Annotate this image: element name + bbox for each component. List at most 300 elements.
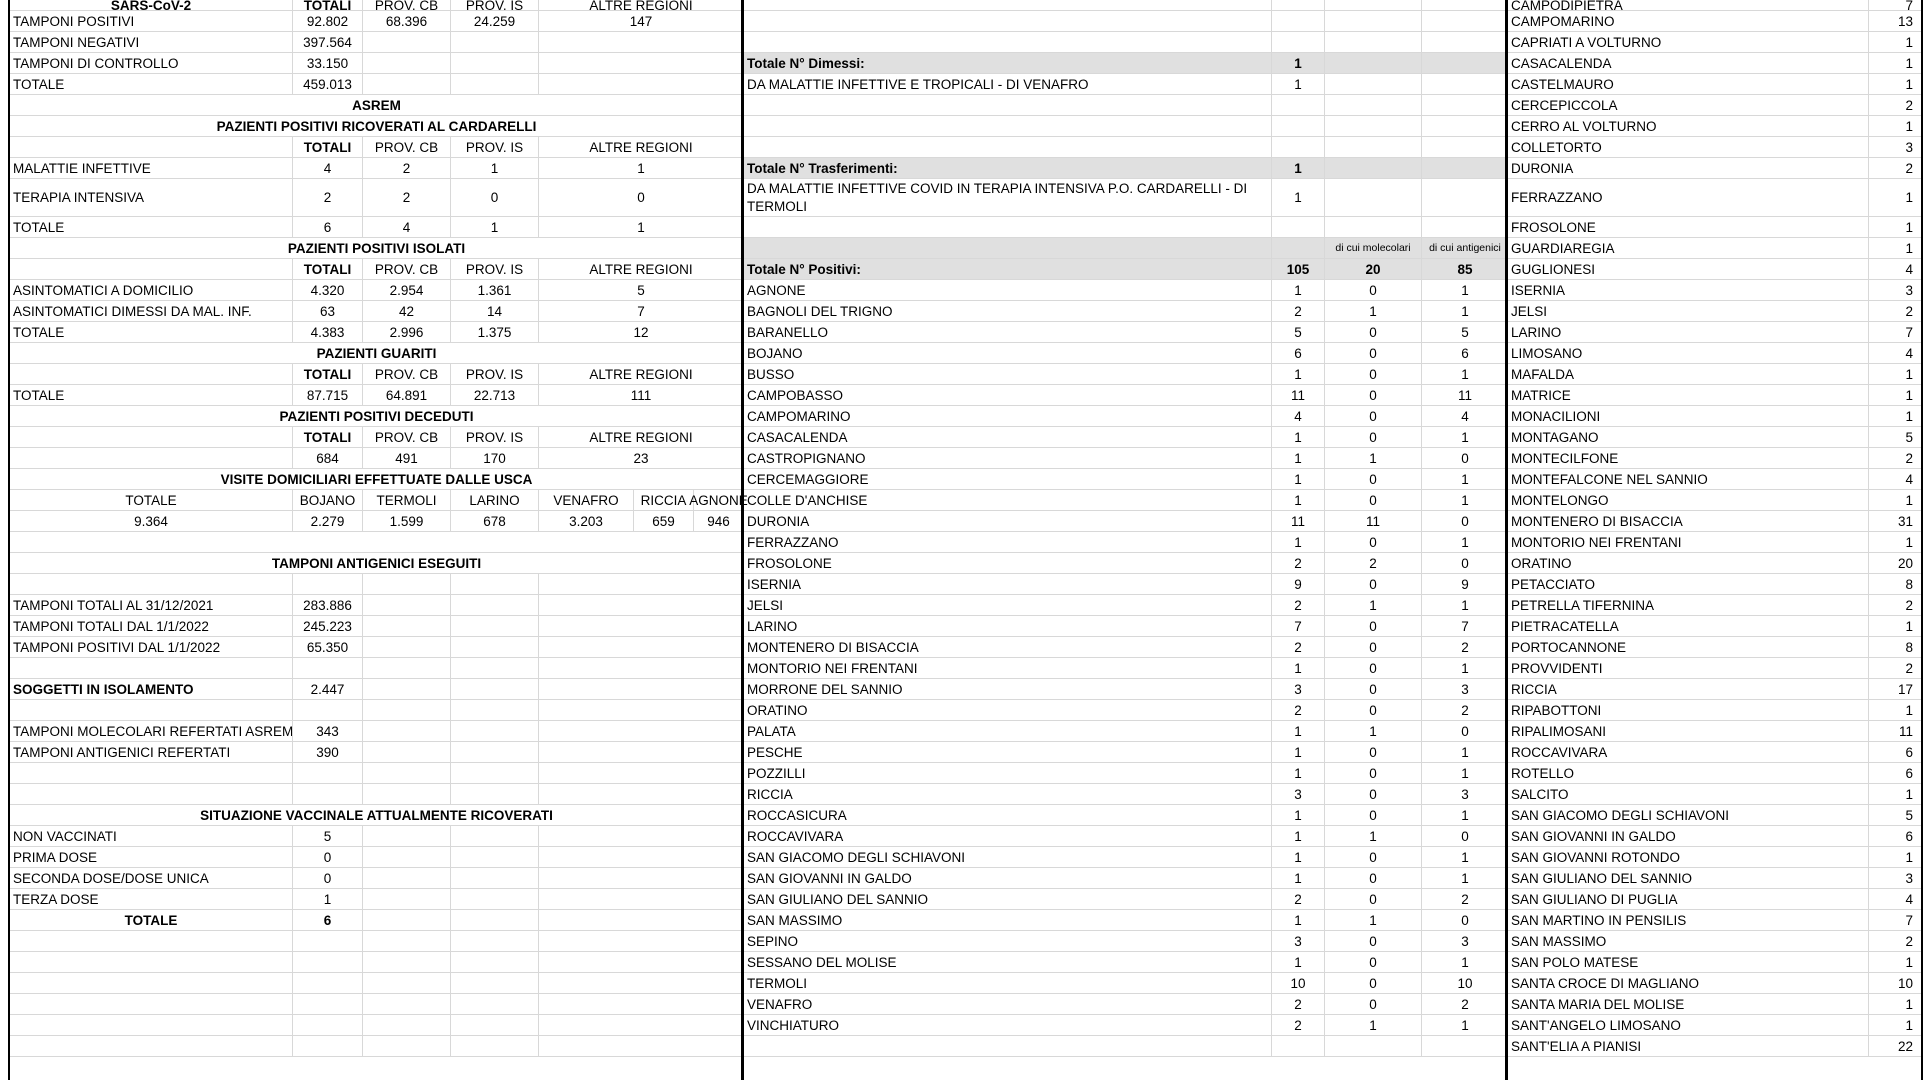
table-cell: 8 xyxy=(1868,574,1921,594)
table-cell xyxy=(450,700,538,720)
table-cell: 1 xyxy=(538,158,743,178)
table-cell: COLLE D'ANCHISE xyxy=(747,492,868,508)
table-cell: BAGNOLI DEL TRIGNO xyxy=(747,303,893,319)
left-table-row xyxy=(10,994,743,1015)
table-cell: 3 xyxy=(1271,679,1324,699)
table-cell xyxy=(362,53,450,73)
table-cell: TERAPIA INTENSIVA xyxy=(13,190,145,205)
table-cell: 1 xyxy=(1271,658,1324,678)
left-table-row xyxy=(10,32,743,53)
table-cell: ALTRE REGIONI xyxy=(538,427,743,447)
table-cell xyxy=(538,595,743,615)
table-cell: DA MALATTIE INFETTIVE COVID IN TERAPIA INTENSIVA P.O. CARDARELLI - DI TERMOLI xyxy=(747,180,1248,214)
table-cell: 9 xyxy=(1271,574,1324,594)
table-cell: 3 xyxy=(1421,931,1508,951)
left-table-row xyxy=(10,116,743,137)
table-cell: 31 xyxy=(1868,511,1921,531)
table-cell xyxy=(538,889,743,909)
mid-table-row xyxy=(744,32,1508,53)
right-table-row xyxy=(1508,532,1921,553)
table-cell xyxy=(450,742,538,762)
table-cell xyxy=(538,931,743,951)
table-cell xyxy=(1324,0,1421,10)
table-cell xyxy=(10,1015,292,1035)
table-cell: 0 xyxy=(1324,343,1421,363)
right-table-row xyxy=(1508,637,1921,658)
mid-table-row xyxy=(744,994,1508,1015)
table-cell: 5 xyxy=(1868,805,1921,825)
right-table-row xyxy=(1508,595,1921,616)
table-cell: 0 xyxy=(1324,742,1421,762)
table-cell: 1 xyxy=(1421,532,1508,552)
table-cell: 22.713 xyxy=(450,385,538,405)
mid-table-row xyxy=(744,742,1508,763)
right-table-row xyxy=(1508,427,1921,448)
right-table-row xyxy=(1508,179,1921,217)
table-cell: PORTOCANNONE xyxy=(1511,639,1627,655)
table-cell: 0 xyxy=(1324,469,1421,489)
table-cell xyxy=(1271,0,1324,10)
table-cell: 0 xyxy=(1421,721,1508,741)
table-cell: 5 xyxy=(1271,322,1324,342)
table-cell xyxy=(1271,32,1324,52)
table-cell xyxy=(1271,95,1324,115)
table-cell: 10 xyxy=(1421,973,1508,993)
table-cell xyxy=(1421,137,1508,157)
table-cell: 2 xyxy=(292,179,362,216)
mid-table-row xyxy=(744,532,1508,553)
mid-table-row xyxy=(744,11,1508,32)
table-cell: CERCEMAGGIORE xyxy=(747,471,869,487)
table-cell: 0 xyxy=(1324,637,1421,657)
left-table-row xyxy=(10,763,743,784)
table-cell: 1 xyxy=(1868,847,1921,867)
table-cell: 1 xyxy=(1324,1015,1421,1035)
mid-table-row xyxy=(744,490,1508,511)
table-cell xyxy=(538,742,743,762)
table-cell xyxy=(538,700,743,720)
table-cell: 1 xyxy=(1271,805,1324,825)
table-cell xyxy=(450,847,538,867)
table-cell: 2 xyxy=(1868,301,1921,321)
table-cell: SAN GIULIANO DEL SANNIO xyxy=(1511,870,1693,886)
table-cell: Totale N° Trasferimenti: xyxy=(747,160,898,176)
table-cell: 2 xyxy=(1868,931,1921,951)
table-cell: 6 xyxy=(292,910,362,930)
table-cell: PROV. IS xyxy=(450,0,538,10)
mid-table-row xyxy=(744,658,1508,679)
table-cell xyxy=(744,217,1271,237)
table-cell: 5 xyxy=(1868,427,1921,447)
table-cell xyxy=(450,53,538,73)
mid-table-row xyxy=(744,385,1508,406)
table-cell: ALTRE REGIONI xyxy=(538,0,743,10)
table-cell: 3 xyxy=(1868,280,1921,300)
table-cell xyxy=(450,1015,538,1035)
left-table-row xyxy=(10,721,743,742)
table-cell xyxy=(1421,1036,1508,1056)
table-cell: 0 xyxy=(1324,952,1421,972)
table-cell xyxy=(362,763,450,783)
table-cell: 1 xyxy=(1271,952,1324,972)
table-cell: RICCIA xyxy=(1511,681,1557,697)
middle-positives-by-municipality-table xyxy=(741,0,1508,1080)
table-cell: TERZA DOSE xyxy=(13,891,99,907)
table-cell: 20 xyxy=(1868,553,1921,573)
table-cell: 2 xyxy=(1271,301,1324,321)
left-table-row xyxy=(10,158,743,179)
table-cell: 3 xyxy=(1421,784,1508,804)
table-cell xyxy=(362,721,450,741)
table-cell: LARINO xyxy=(450,490,538,510)
table-cell: PROV. CB xyxy=(362,259,450,279)
table-cell: PROV. IS xyxy=(450,259,538,279)
table-cell xyxy=(1324,74,1421,94)
table-cell: PROV. IS xyxy=(450,364,538,384)
left-table-row xyxy=(10,280,743,301)
table-cell: 2 xyxy=(1868,658,1921,678)
table-cell: GUGLIONESI xyxy=(1511,261,1596,277)
table-cell: 1 xyxy=(1868,74,1921,94)
left-table-row xyxy=(10,53,743,74)
left-table-row xyxy=(10,74,743,95)
table-cell: MONTAGANO xyxy=(1511,429,1599,445)
table-cell: FROSOLONE xyxy=(747,555,832,571)
left-table-row xyxy=(10,973,743,994)
right-table-row xyxy=(1508,763,1921,784)
mid-table-row xyxy=(744,158,1508,179)
mid-table-row xyxy=(744,574,1508,595)
left-table-row xyxy=(10,406,743,427)
table-cell xyxy=(450,973,538,993)
mid-table-row xyxy=(744,137,1508,158)
table-cell: 0 xyxy=(1421,553,1508,573)
table-cell: SANT'ELIA A PIANISI xyxy=(1511,1038,1642,1054)
right-table-row xyxy=(1508,1036,1921,1057)
table-cell: JELSI xyxy=(747,597,784,613)
left-table-row xyxy=(10,826,743,847)
table-cell: 1 xyxy=(1868,32,1921,52)
table-cell: TAMPONI TOTALI DAL 1/1/2022 xyxy=(13,618,209,634)
table-cell: 0 xyxy=(1324,763,1421,783)
table-cell: MONTEFALCONE NEL SANNIO xyxy=(1511,471,1708,487)
table-cell: 7 xyxy=(1868,910,1921,930)
right-table-row xyxy=(1508,511,1921,532)
table-cell: 1 xyxy=(1868,116,1921,136)
table-cell: 1 xyxy=(1324,826,1421,846)
table-cell xyxy=(292,574,362,594)
table-cell: 1 xyxy=(1868,784,1921,804)
table-cell: 2 xyxy=(1868,158,1921,178)
table-cell xyxy=(362,889,450,909)
left-table-row xyxy=(10,931,743,952)
table-cell: MONTELONGO xyxy=(1511,492,1609,508)
table-cell xyxy=(362,1015,450,1035)
table-cell xyxy=(538,952,743,972)
table-cell xyxy=(1421,53,1508,73)
table-cell xyxy=(1421,179,1508,216)
table-cell: 1 xyxy=(1271,763,1324,783)
table-cell xyxy=(10,994,292,1014)
table-cell xyxy=(362,994,450,1014)
table-cell xyxy=(538,616,743,636)
table-cell: 0 xyxy=(1324,574,1421,594)
table-cell: 1 xyxy=(1271,742,1324,762)
mid-table-row xyxy=(744,364,1508,385)
left-table-row xyxy=(10,11,743,32)
table-cell: CASTELMAURO xyxy=(1511,76,1614,92)
table-cell: SECONDA DOSE/DOSE UNICA xyxy=(13,870,209,886)
table-cell: 0 xyxy=(1324,616,1421,636)
table-cell: MALATTIE INFETTIVE xyxy=(13,160,151,176)
table-cell: 87.715 xyxy=(292,385,362,405)
table-cell xyxy=(1421,217,1508,237)
left-table-row xyxy=(10,448,743,469)
table-cell xyxy=(744,238,1271,258)
table-cell: 11 xyxy=(1271,511,1324,531)
right-table-row xyxy=(1508,259,1921,280)
table-cell: PROV. CB xyxy=(362,137,450,157)
table-cell xyxy=(362,700,450,720)
left-table-row xyxy=(10,238,743,259)
mid-table-row xyxy=(744,1015,1508,1036)
table-cell: 245.223 xyxy=(292,616,362,636)
table-cell xyxy=(450,763,538,783)
table-cell: 1 xyxy=(1868,994,1921,1014)
table-cell: PRIMA DOSE xyxy=(13,849,98,865)
table-cell: 0 xyxy=(1324,805,1421,825)
left-table-row xyxy=(10,179,743,217)
mid-table-row xyxy=(744,322,1508,343)
right-table-row xyxy=(1508,847,1921,868)
table-cell: 0 xyxy=(450,179,538,216)
table-cell xyxy=(450,1036,538,1056)
table-cell xyxy=(362,1036,450,1056)
table-cell: ROCCASICURA xyxy=(747,807,847,823)
table-cell xyxy=(292,952,362,972)
table-cell: 64.891 xyxy=(362,385,450,405)
table-cell xyxy=(450,574,538,594)
table-cell xyxy=(1271,217,1324,237)
left-table-row xyxy=(10,742,743,763)
table-cell: RICCIA xyxy=(633,490,693,510)
table-cell xyxy=(450,595,538,615)
right-table-row xyxy=(1508,116,1921,137)
table-cell xyxy=(1324,217,1421,237)
table-cell: ROCCAVIVARA xyxy=(1511,744,1608,760)
table-cell: 2 xyxy=(1324,553,1421,573)
table-cell: 5 xyxy=(1421,322,1508,342)
table-cell: 0 xyxy=(1324,385,1421,405)
mid-table-row xyxy=(744,238,1508,259)
right-table-row xyxy=(1508,742,1921,763)
table-cell: 1 xyxy=(1271,490,1324,510)
table-cell: 3.203 xyxy=(538,511,633,531)
table-cell: 2.447 xyxy=(292,679,362,699)
table-cell: 1 xyxy=(1271,868,1324,888)
table-cell xyxy=(1324,32,1421,52)
table-cell: di cui antigenici xyxy=(1421,238,1508,258)
table-cell: 1 xyxy=(1271,847,1324,867)
table-cell: BUSSO xyxy=(747,366,795,382)
table-cell: 1 xyxy=(1421,469,1508,489)
table-cell: 0 xyxy=(1324,973,1421,993)
right-table-row xyxy=(1508,217,1921,238)
right-table-row xyxy=(1508,385,1921,406)
table-cell: 1 xyxy=(1271,469,1324,489)
table-cell: 2 xyxy=(1868,95,1921,115)
right-table-row xyxy=(1508,994,1921,1015)
right-table-row xyxy=(1508,448,1921,469)
table-cell xyxy=(450,679,538,699)
table-cell: RICCIA xyxy=(747,786,793,802)
table-cell xyxy=(362,826,450,846)
table-cell: TOTALE xyxy=(13,324,65,340)
table-cell xyxy=(1421,32,1508,52)
table-cell xyxy=(450,994,538,1014)
table-cell: SANTA CROCE DI MAGLIANO xyxy=(1511,975,1700,991)
table-cell: 0 xyxy=(1324,931,1421,951)
table-cell: Totale N° Positivi: xyxy=(747,261,861,277)
table-cell xyxy=(450,616,538,636)
mid-table-row xyxy=(744,700,1508,721)
table-cell xyxy=(538,973,743,993)
right-table-row xyxy=(1508,889,1921,910)
table-cell xyxy=(1271,1036,1324,1056)
table-cell: 11 xyxy=(1421,385,1508,405)
table-cell xyxy=(744,137,1271,157)
mid-table-row xyxy=(744,53,1508,74)
table-cell xyxy=(450,784,538,804)
table-cell: 6 xyxy=(1868,742,1921,762)
table-cell: 946 xyxy=(693,511,743,531)
table-cell xyxy=(1271,116,1324,136)
table-cell: SAN GIACOMO DEGLI SCHIAVONI xyxy=(1511,807,1730,823)
right-table-row xyxy=(1508,490,1921,511)
table-cell: CASACALENDA xyxy=(747,429,848,445)
table-cell: PAZIENTI POSITIVI DECEDUTI xyxy=(279,408,474,424)
mid-table-row xyxy=(744,805,1508,826)
table-cell xyxy=(744,0,1271,10)
table-cell: 1 xyxy=(1324,301,1421,321)
table-cell xyxy=(538,1015,743,1035)
mid-table-row xyxy=(744,343,1508,364)
table-cell: PESCHE xyxy=(747,744,803,760)
table-cell xyxy=(292,931,362,951)
table-cell: 1 xyxy=(292,889,362,909)
mid-table-row xyxy=(744,511,1508,532)
table-cell: TAMPONI TOTALI AL 31/12/2021 xyxy=(13,597,214,613)
table-cell xyxy=(538,637,743,657)
table-cell: POZZILLI xyxy=(747,765,806,781)
left-table-row xyxy=(10,490,748,511)
table-cell xyxy=(450,952,538,972)
mid-table-row xyxy=(744,616,1508,637)
table-cell: 33.150 xyxy=(292,53,362,73)
right-table-row xyxy=(1508,679,1921,700)
left-table-row xyxy=(10,322,743,343)
table-cell: 1 xyxy=(1868,1015,1921,1035)
left-table-row xyxy=(10,952,743,973)
right-table-row xyxy=(1508,469,1921,490)
right-table-row xyxy=(1508,973,1921,994)
table-cell: FROSOLONE xyxy=(1511,219,1596,235)
table-cell: 0 xyxy=(1421,826,1508,846)
table-cell xyxy=(10,784,292,804)
left-table-row xyxy=(10,1015,743,1036)
table-cell: SAN GIULIANO DI PUGLIA xyxy=(1511,891,1678,907)
table-cell xyxy=(538,721,743,741)
table-cell: PROV. CB xyxy=(362,364,450,384)
table-cell xyxy=(1324,11,1421,31)
table-cell: PROV. CB xyxy=(362,427,450,447)
table-cell: CAPRIATI A VOLTURNO xyxy=(1511,34,1662,50)
table-cell: 6 xyxy=(1271,343,1324,363)
table-cell: TAMPONI POSITIVI xyxy=(13,13,135,29)
table-cell: SAN GIACOMO DEGLI SCHIAVONI xyxy=(747,849,966,865)
mid-table-row xyxy=(744,259,1508,280)
table-cell: 491 xyxy=(362,448,450,468)
right-table-row xyxy=(1508,658,1921,679)
table-cell xyxy=(1421,158,1508,178)
table-cell: 0 xyxy=(1324,406,1421,426)
table-cell: ROCCAVIVARA xyxy=(747,828,844,844)
table-cell xyxy=(1324,53,1421,73)
table-cell: PETACCIATO xyxy=(1511,576,1596,592)
table-cell xyxy=(450,910,538,930)
table-cell xyxy=(744,116,1271,136)
left-table-row xyxy=(10,910,743,931)
table-cell xyxy=(10,658,292,678)
table-cell xyxy=(362,74,450,94)
table-cell: ALTRE REGIONI xyxy=(538,137,743,157)
table-cell: 390 xyxy=(292,742,362,762)
table-cell xyxy=(10,574,292,594)
table-cell: 13 xyxy=(1868,11,1921,31)
mid-table-row xyxy=(744,637,1508,658)
mid-table-row xyxy=(744,74,1508,95)
table-cell: 9 xyxy=(1421,574,1508,594)
right-table-row xyxy=(1508,137,1921,158)
table-cell: MAFALDA xyxy=(1511,366,1575,382)
table-cell: 6 xyxy=(1421,343,1508,363)
table-cell: 4 xyxy=(1868,259,1921,279)
table-cell xyxy=(10,448,292,468)
table-cell: 1 xyxy=(1421,868,1508,888)
table-cell: 3 xyxy=(1868,137,1921,157)
table-cell xyxy=(538,32,743,52)
mid-table-row xyxy=(744,952,1508,973)
table-cell: CAMPOMARINO xyxy=(747,408,851,424)
table-cell: TAMPONI ANTIGENICI ESEGUITI xyxy=(271,555,482,571)
table-cell xyxy=(1421,11,1508,31)
table-cell: 2.996 xyxy=(362,322,450,342)
mid-table-row xyxy=(744,0,1508,11)
table-cell xyxy=(450,637,538,657)
table-cell: 7 xyxy=(1271,616,1324,636)
table-cell xyxy=(744,1036,1271,1056)
left-table-row xyxy=(10,137,743,158)
table-cell: BARANELLO xyxy=(747,324,829,340)
table-cell: 1 xyxy=(1271,721,1324,741)
table-cell: TOTALE xyxy=(125,492,177,508)
table-cell xyxy=(1324,1036,1421,1056)
table-cell: SAN MASSIMO xyxy=(747,912,843,928)
table-cell: 8 xyxy=(1868,637,1921,657)
table-cell: 1 xyxy=(538,217,743,237)
table-cell: TOTALE xyxy=(124,912,178,928)
table-cell: 1 xyxy=(1421,595,1508,615)
